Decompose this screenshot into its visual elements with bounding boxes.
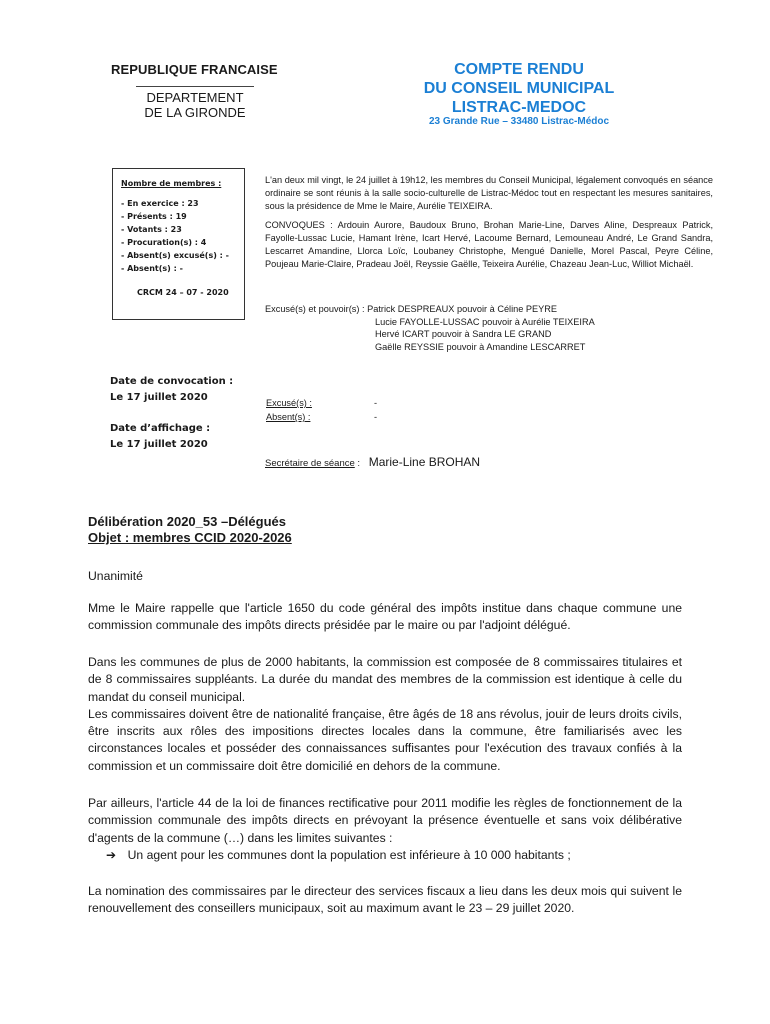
proxy-line: Gaëlle REYSSIE pouvoir à Amandine LESCARRET bbox=[375, 341, 586, 352]
paragraph-text: Dans les communes de plus de 2000 habitants, la commission est composée de 8 commissaires titulaires et de 8 commissaires suppléants. La durée du mandat des membres de la commission est identique à celle du mandat du conseil municipal. bbox=[88, 655, 682, 704]
secretary-line bbox=[265, 455, 480, 469]
republique-heading: REPUBLIQUE FRANCAISE bbox=[111, 62, 278, 77]
proxy-line: Lucie FAYOLLE-LUSSAC pouvoir à Aurélie TEIXEIRA bbox=[375, 316, 595, 327]
divider bbox=[136, 86, 254, 87]
paragraph bbox=[88, 654, 682, 775]
members-line: - Votants : 23 bbox=[121, 225, 182, 234]
affichage-label: Date d’affichage : bbox=[110, 423, 211, 434]
members-line: - Absent(s) excusé(s) : - bbox=[121, 251, 229, 260]
document-title bbox=[408, 60, 630, 117]
paragraph-text: Les commissaires doivent être de nationalité française, être âgés de 18 ans révolus, jouir de leurs droits civils, être inscrits aux rôles des impositions directes locales dans la commune, être familiarisés avec les circonstances locales et posséder des connaissances suffisantes pour l'exécution des travaux confiés à la commission et un commissaire doit être domicilié en dehors de la commune. bbox=[88, 706, 682, 773]
arrow-icon: ➔ bbox=[106, 847, 117, 862]
bullet-text: Un agent pour les communes dont la population est inférieure à 10 000 habitants ; bbox=[127, 847, 571, 862]
secretary-separator: : bbox=[357, 458, 361, 469]
bullet-item bbox=[88, 847, 682, 864]
paragraph-text: La nomination des commissaires par le directeur des services fiscaux a lieu dans les deux mois qui suivent le renouvellement des conseillers municipaux, soit au maximum avant le 23 – 29 juillet 2020. bbox=[88, 884, 682, 916]
crcm-reference: CRCM 24 – 07 - 2020 bbox=[137, 288, 229, 297]
excuses-label: Excusé(s) : bbox=[266, 398, 312, 408]
proxy-line: Hervé ICART pouvoir à Sandra LE GRAND bbox=[375, 329, 552, 339]
members-heading: Nombre de membres : bbox=[121, 179, 222, 188]
deliberation-number: Délibération 2020_53 –Délégués bbox=[88, 514, 286, 529]
absents-label: Absent(s) : bbox=[266, 412, 311, 422]
paragraph-text: Mme le Maire rappelle que l'article 1650 du code général des impôts institue dans chaque commune une commission communale des impôts directs présidée par le maire ou par l'adjoint délégué. bbox=[88, 601, 682, 633]
secretary-label: Secrétaire de séance bbox=[265, 458, 355, 469]
proxy-line: Excusé(s) et pouvoir(s) : Patrick DESPREAUX pouvoir à Céline PEYRE bbox=[265, 304, 558, 314]
excuses-value: - bbox=[374, 398, 378, 408]
members-line: - Absent(s) : - bbox=[121, 264, 183, 273]
paragraph bbox=[88, 600, 682, 635]
convocation-label: Date de convocation : bbox=[110, 376, 234, 387]
session-text bbox=[265, 174, 713, 277]
attendance-block bbox=[266, 396, 378, 424]
paragraph-text: Par ailleurs, l'article 44 de la loi de finances rectificative pour 2011 modifie les règles de fonctionnement de la commission communale des impôts directs en prévoyant la présence éventuelle et sans voix délibérative d'agents de la commune (…) dans les limites suivantes : bbox=[88, 796, 682, 845]
members-box bbox=[112, 168, 245, 320]
title-line2: DU CONSEIL MUNICIPAL bbox=[423, 80, 615, 97]
title-line3: LISTRAC-MEDOC bbox=[451, 99, 587, 116]
deliberation-title bbox=[88, 514, 292, 546]
paragraph bbox=[88, 795, 682, 864]
absents-value: - bbox=[374, 412, 378, 422]
proxies-list bbox=[265, 303, 713, 353]
vote-result: Unanimité bbox=[88, 569, 143, 583]
departement-line1: DEPARTEMENT bbox=[146, 90, 244, 105]
session-intro: L'an deux mil vingt, le 24 juillet à 19h12, les membres du Conseil Municipal, légalement convoqués en séance ordinaire se sont réunis à la salle socio-culturelle de Listrac-Médoc tout en respectant les mesures sanitaires, sous la présidence de Mme le Maire, Aurélie TEIXEIRA. bbox=[265, 175, 713, 211]
address: 23 Grande Rue – 33480 Listrac-Médoc bbox=[428, 116, 610, 127]
departement-line2: DE LA GIRONDE bbox=[144, 105, 246, 120]
dates-block bbox=[110, 374, 233, 452]
convoques-list: CONVOQUES : Ardouin Aurore, Baudoux Bruno, Brohan Marie-Line, Darves Aline, Despreaux Patrick, Fayolle-Lussac Lucie, Hamant Irène, Icart Hervé, Lacoume Bernard, Lemouneau André, Le Grand Sandra, Lescarret Amandine, Llorca Loïc, Loubaney Christophe, Mengué Danielle, Morel Pascal, Peyre Céline, Poujeau Marie-Claire, Pradeau Joël, Reyssie Gaëlle, Teixeira Aurélie, Chazeau Jean-Luc, Williot Michaël. bbox=[265, 220, 713, 269]
members-line: - Procuration(s) : 4 bbox=[121, 238, 207, 247]
convocation-date: Le 17 juillet 2020 bbox=[110, 391, 208, 403]
title-line1: COMPTE RENDU bbox=[454, 61, 584, 78]
members-line: - En exercice : 23 bbox=[121, 199, 199, 208]
paragraph bbox=[88, 883, 682, 918]
deliberation-object: Objet : membres CCID 2020-2026 bbox=[88, 530, 292, 545]
departement-heading bbox=[110, 90, 280, 120]
secretary-name: Marie-Line BROHAN bbox=[368, 455, 481, 469]
members-line: - Présents : 19 bbox=[121, 212, 187, 221]
affichage-date: Le 17 juillet 2020 bbox=[110, 438, 208, 450]
